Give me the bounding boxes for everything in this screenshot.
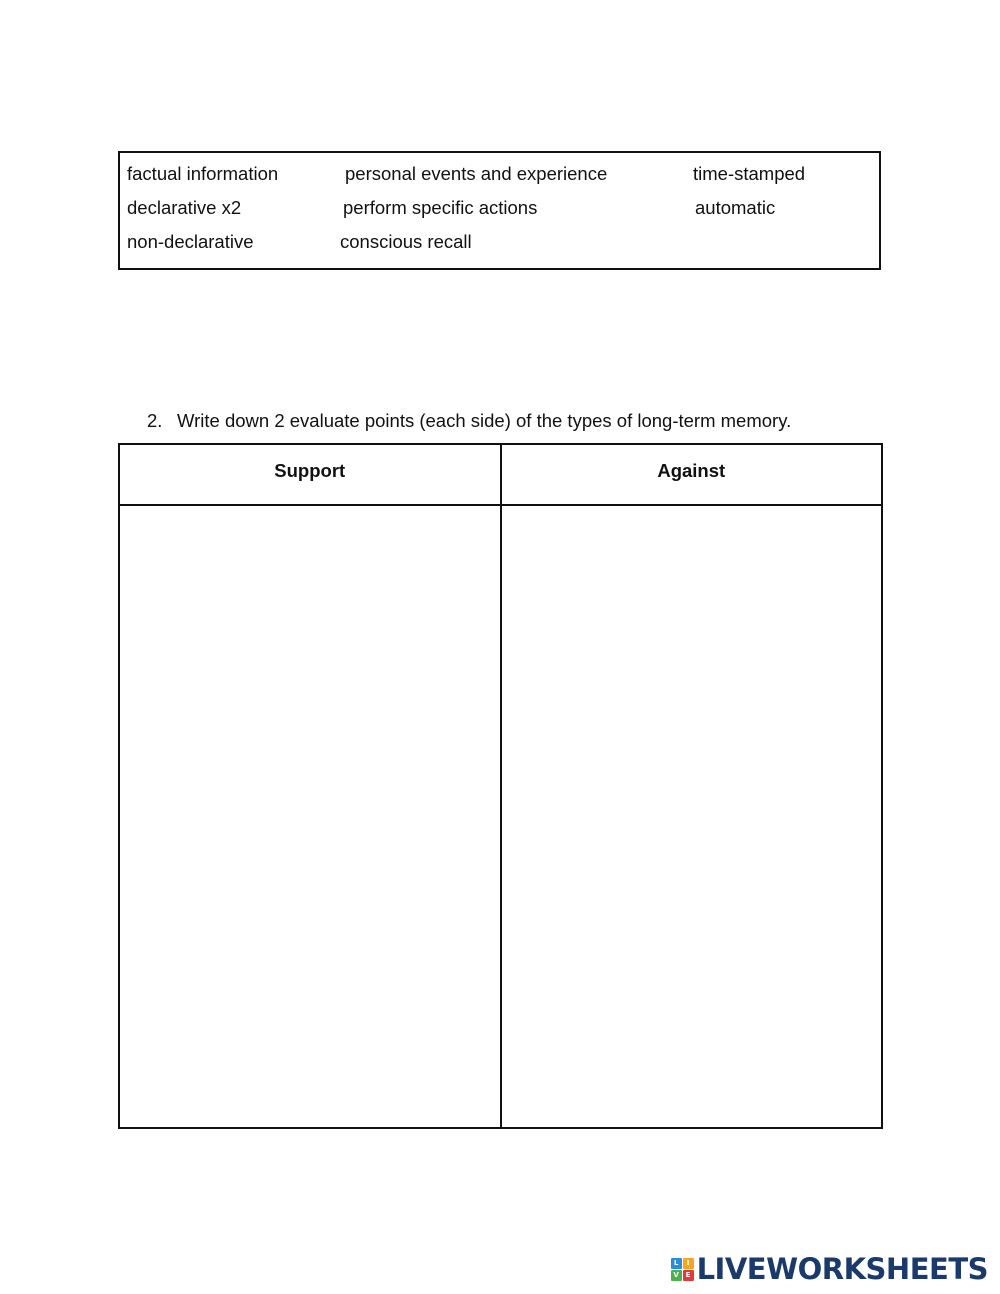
word-bank-item-conscious-recall: conscious recall (340, 231, 472, 252)
against-header: Against (501, 444, 883, 505)
word-bank-item-time-stamped: time-stamped (693, 163, 806, 184)
table-header-row (119, 444, 882, 505)
word-bank-item-perform-specific-actions: perform specific actions (343, 197, 538, 218)
evaluation-table (118, 443, 883, 1129)
word-bank-item-factual-information: factual information (127, 163, 279, 184)
support-cell (119, 505, 501, 1128)
question-2 (147, 409, 791, 433)
table-row (119, 505, 882, 1128)
word-bank (118, 151, 881, 270)
word-bank-item-declarative: declarative x2 (127, 197, 242, 218)
liveworksheets-logo-text: LIVEWORKSHEETS (696, 1252, 988, 1286)
against-cell (501, 505, 883, 1128)
word-bank-item-personal-events: personal events and experience (345, 163, 608, 184)
support-answer-input[interactable] (120, 506, 500, 1127)
against-answer-input[interactable] (502, 506, 882, 1127)
word-bank-item-automatic: automatic (695, 197, 776, 218)
logo-icon-letter: E (683, 1270, 694, 1281)
liveworksheets-logo (671, 1253, 988, 1285)
question-text: Write down 2 evaluate points (each side) of the types of long-term memory. (177, 410, 792, 431)
logo-icon-letter: L (671, 1258, 682, 1269)
logo-icon-letter: I (683, 1258, 694, 1269)
logo-icon-letter: V (671, 1270, 682, 1281)
word-bank-item-non-declarative: non-declarative (127, 231, 254, 252)
liveworksheets-logo-icon (671, 1258, 694, 1281)
support-header: Support (119, 444, 501, 505)
question-number: 2. (147, 410, 163, 431)
